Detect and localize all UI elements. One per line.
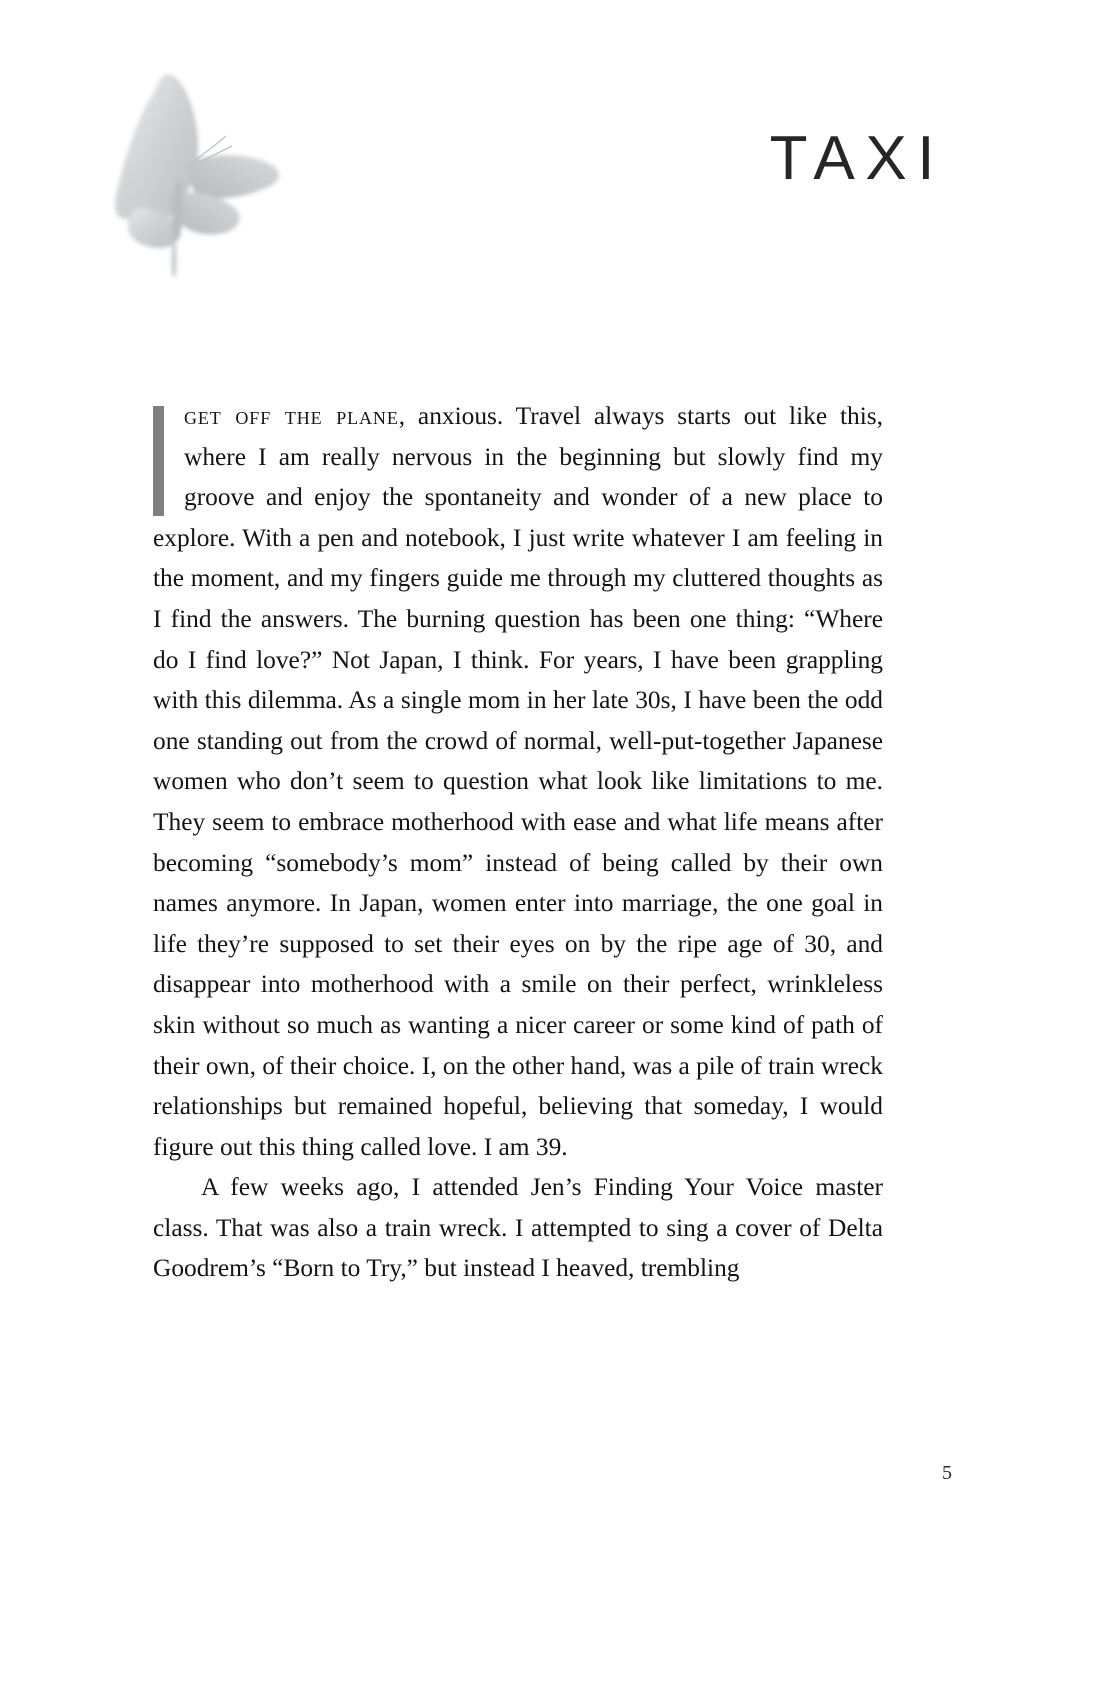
- page-number: 5: [942, 1462, 952, 1484]
- paragraph-1-small-caps-opening: get off the plane: [184, 402, 399, 430]
- body-text: [153, 396, 883, 1289]
- butterfly-ornament: [84, 62, 314, 282]
- paragraph-1: [153, 396, 883, 1167]
- paragraph-2: A few weeks ago, I attended Jen’s Finding Your Voice master class. That was also a train wreck. I attempted to sing a cover of Delta Goodrem’s “Born to Try,” but instead I heaved, trembling: [153, 1173, 883, 1283]
- chapter-title: TAXI: [769, 124, 945, 193]
- drop-cap-bar: [153, 406, 164, 516]
- paragraph-1-text: , anxious. Travel always starts out like this, where I am really nervous in the beginning but slowly find my groove and enjoy the spontaneity and wonder of a new place to explore. With a pen and notebook, I just write whatever I am feeling in the moment, and my fingers guide me through my cluttered thoughts as I find the answers. The burning question has been one thing: “Where do I find love?” Not Japan, I think. For years, I have been grappling with this dilemma. As a single mom in her late 30s, I have been the odd one standing out from the crowd of normal, well-put-together Japanese women who don’t seem to question what look like limitations to me. They seem to embrace motherhood with ease and what life means after becoming “somebody’s mom” instead of being called by their own names anymore. In Japan, women enter into marriage, the one goal in life they’re supposed to set their eyes on by the ripe age of 30, and disappear into motherhood with a smile on their perfect, wrinkleless skin without so much as wanting a nicer career or some kind of path of their own, of their choice. I, on the other hand, was a pile of train wreck relationships but remained hopeful, believing that someday, I would figure out this thing called love. I am 39.: [153, 402, 884, 1161]
